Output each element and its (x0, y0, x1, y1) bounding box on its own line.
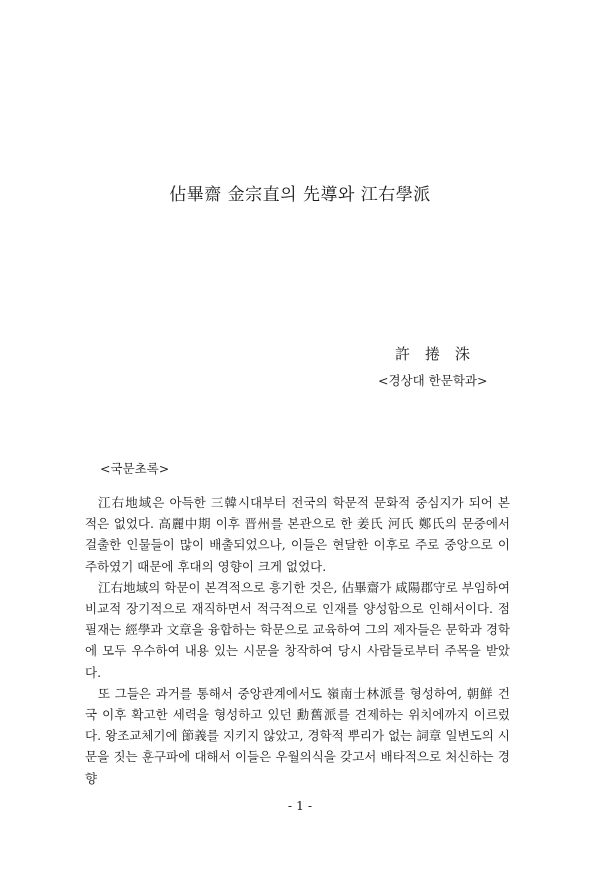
author-affiliation: <경상대 한문학과> (378, 373, 488, 388)
author-name: 許 捲 洙 (395, 345, 471, 363)
abstract-paragraph-2: 江右地域의 학문이 본격적으로 흥기한 것은, 佔畢齋가 咸陽郡守로 부임하여 비교적 장기적으로 재직하면서 적극적으로 인재를 양성함으로 인해서이다. 점필재는 經學과 文章을 융합하는 학문으로 교육하여 그의 제자들은 문학과 경학에 모두 우수하여 내용 있는 시문을 창작하여 당시 사람들로부터 주목을 받았다. (85, 579, 510, 680)
abstract-paragraph-1: 江右地域은 아득한 三韓시대부터 전국의 학문적 문화적 중심지가 되어 본 적은 없었다. 高麗中期 이후 晋州를 본관으로 한 姜氏 河氏 鄭氏의 문중에서 걸출한 인물들이 많이 배출되었으나, 이들은 현달한 이후로 주로 중앙으로 이주하였기 때문에 후대의 영향이 크게 없었다. (85, 495, 510, 574)
paper-title: 佔畢齋 金宗直의 先導와 江右學派 (169, 185, 431, 205)
page-number: - 1 - (287, 798, 313, 813)
abstract-body (85, 492, 510, 789)
abstract-paragraph-3: 또 그들은 과거를 통해서 중앙관계에서도 嶺南士林派를 형성하여, 朝鮮 건국 이후 확고한 세력을 형성하고 있던 勳舊派를 견제하는 위치에까지 이르렀다. 왕조교체기에 節義를 지키지 않았고, 경학적 뿌리가 없는 詞章 일변도의 시문을 짓는 훈구파에 대해서 이들은 우월의식을 갖고서 배타적으로 처신하는 경향 (85, 685, 510, 786)
abstract-label: <국문초록> (100, 461, 170, 476)
